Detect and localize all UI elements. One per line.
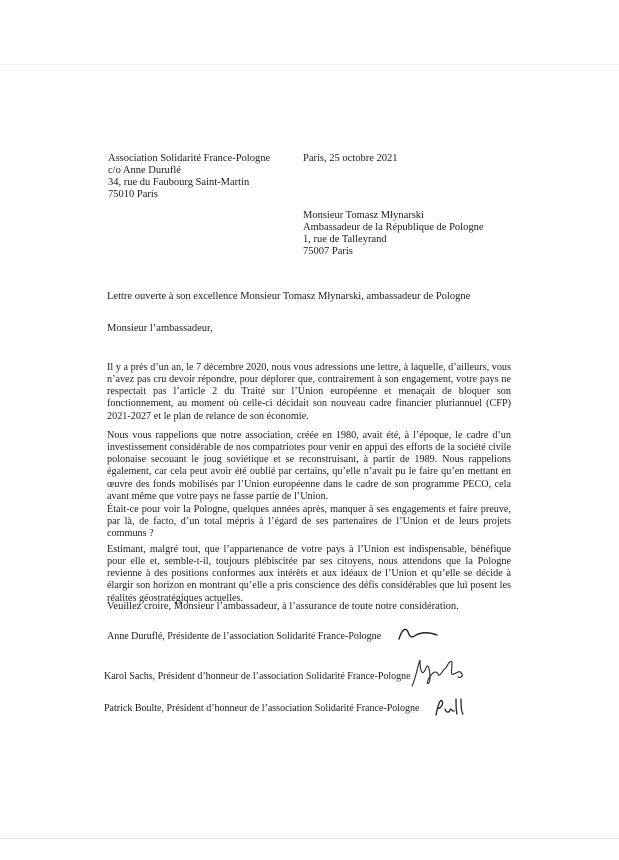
signatory-2: Karol Sachs, Président d’honneur de l’association Solidarité France-Pologne — [104, 671, 411, 682]
recipient-line-2: Ambassadeur de la République de Pologne — [303, 222, 484, 233]
sender-line-2: c/o Anne Duruflé — [108, 165, 181, 176]
paragraph-2: Nous vous rappelions que notre association, créée en 1980, avait été, à l’époque, le cadre d’un investissement considérable de nos compatriotes pour venir en appui des efforts de la société civile polonaise secouant le joug soviétique et se reconstruisant, à partir de 1989. Nous rappelions également, car cela peut avoir été oublié par certains, qu’elle n’avait pu le faire qu’en mettant en œuvre des fonds mobilisés par l’Union européenne dans le cadre de son programme PECO, cela avant même que votre pays ne fasse partie de l’Union. — [107, 430, 511, 502]
sender-address — [108, 153, 270, 201]
paragraph-4: Estimant, malgré tout, que l’appartenance de votre pays à l’Union est indispensable, bénéfique pour elle et, semble-t-il, toujours plébiscitée par ses citoyens, nous attendons que la Pologne revienne à des positions conformes aux intérêts et aux idéaux de l’Union et qu’elle se décide à élargir son horizon en montrant qu’elle a pris conscience des défis considérables que lui posent les réalités géostratégiques actuelles. — [107, 544, 511, 604]
recipient-address — [303, 210, 484, 258]
sender-line-3: 34, rue du Faubourg Saint-Martin — [108, 177, 250, 188]
recipient-line-4: 75007 Paris — [303, 246, 353, 257]
closing-formula: Veuillez croire, Monsieur l’ambassadeur, à l’assurance de toute notre considération. — [107, 601, 459, 612]
salutation: Monsieur l’ambassadeur, — [107, 323, 213, 334]
place-date: Paris, 25 octobre 2021 — [303, 153, 398, 164]
letter-subject: Lettre ouverte à son excellence Monsieur Tomasz Młynarski, ambassadeur de Pologne — [107, 291, 471, 302]
paragraph-3: Était-ce pour voir la Pologne, quelques années après, manquer à ses engagements et faire preuve, par là, de facto, d’un total mépris à l’égard de ses partenaires de l’Union et de leurs projets communs ? — [107, 504, 511, 540]
paragraph-1: Il y a près d’un an, le 7 décembre 2020, nous vous adressions une lettre, à laquelle, d’ailleurs, vous n’avez pas cru devoir répondre, pour déplorer que, contrairement à son engagement, votre pays ne respectait pas l’article 2 du Traité sur l’Union européenne et menaçait de bloquer son fonctionnement, au moment où celle-ci décidait son nouveau cadre financier pluriannuel (CFP) 2021-2027 et le plan de relance de son économie. — [107, 362, 511, 422]
page-edge-top — [0, 64, 619, 65]
signatory-3: Patrick Boulte, Président d’honneur de l’association Solidarité France-Pologne — [104, 703, 420, 714]
recipient-line-3: 1, rue de Talleyrand — [303, 234, 387, 245]
recipient-line-1: Monsieur Tomasz Młynarski — [303, 210, 424, 221]
page-edge-bottom — [0, 838, 619, 839]
sender-line-1: Association Solidarité France-Pologne — [108, 153, 271, 164]
signature-patrick-boulte — [432, 695, 472, 721]
signature-karol-sachs — [408, 656, 468, 690]
signature-anne-durufle — [396, 624, 440, 646]
sender-line-4: 75010 Paris — [108, 189, 158, 200]
signatory-1: Anne Duruflé, Présidente de l’association Solidarité France-Pologne — [107, 631, 382, 642]
